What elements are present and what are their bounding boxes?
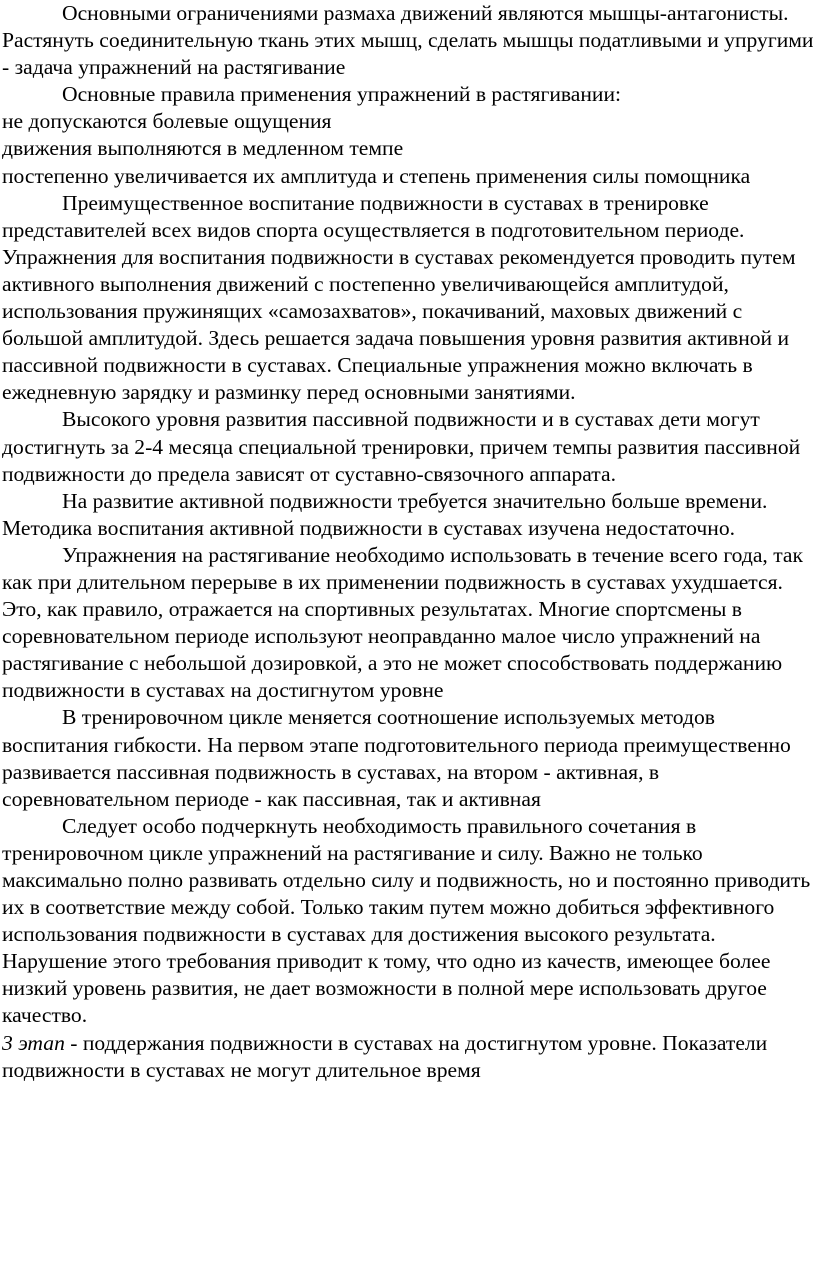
paragraph-passive-mobility-children: Высокого уровня развития пассивной подвижности и в суставах дети могут достигнуть за 2-4 месяца специальной тренировки, причем темпы развития пассивной подвижности до предела зависят от суставно-связочного аппарата.	[2, 407, 801, 486]
paragraph-stage-3	[2, 1030, 814, 1084]
paragraph-muscle-antagonists: Основными ограничениями размаха движений являются мышцы-антагонисты. Растянуть соединительную ткань этих мышц, сделать мышцы податливыми и упругими - задача упражнений на растягивание	[2, 1, 814, 80]
paragraph-training-cycle-methods: В тренировочном цикле меняется соотношение используемых методов воспитания гибкости. На первом этапе подготовительного периода преимущественно развивается пассивная подвижность в суставах, на втором - активная, в соревновательном периоде - как пассивная, так и активная	[2, 705, 791, 811]
rule-slow-tempo: движения выполняются в медленном темпе	[2, 136, 404, 161]
rule-no-pain: не допускаются болевые ощущения	[2, 109, 332, 134]
paragraph-year-round-stretching: Упражнения на растягивание необходимо использовать в течение всего года, так как при длительном перерыве в их применении подвижность в суставах ухудшается. Это, как правило, отражается на спортивных результатах. Многие спортсмены в соревновательном периоде используют неоправданно малое число упражнений на растягивание с небольшой дозировкой, а это не может способствовать поддержанию подвижности в суставах на достигнутом уровне	[2, 542, 803, 703]
stage-3-label: 3 этап	[2, 1030, 65, 1055]
paragraph-rules-heading: Основные правила применения упражнений в растягивании:	[62, 82, 622, 107]
paragraph-strength-and-stretching: Следует особо подчеркнуть необходимость правильного сочетания в тренировочном цикле упражнений на растягивание и силу. Важно не только максимально полно развивать отдельно силу и подвижность, но и постоянно приводить их в соответствие между собой. Только таким путем можно добиться эффективного использования подвижности в суставах для достижения высокого результата. Нарушение этого требования приводит к тому, что одно из качеств, имеющее более низкий уровень развития, не дает возможности в полной мере использовать другое качество.	[2, 813, 811, 1028]
paragraph-preparatory-period: Преимущественное воспитание подвижности в суставах в тренировке представителей всех видов спорта осуществляется в подготовительном периоде. Упражнения для воспитания подвижности в суставах рекомендуется проводить путем активного выполнения движений с постепенно увеличивающейся амплитудой, использования пружинящих «самозахватов», покачиваний, маховых движений с большой амплитудой. Здесь решается задача повышения уровня развития активной и пассивной подвижности в суставах. Специальные упражнения можно включать в ежедневную зарядку и разминку перед основными занятиями.	[2, 190, 796, 405]
rule-gradual-amplitude: постепенно увеличивается их амплитуда и степень применения силы помощника	[2, 163, 751, 188]
stage-3-text: - поддержания подвижности в суставах на достигнутом уровне. Показатели подвижности в суставах не могут длительное время	[2, 1030, 768, 1082]
paragraph-active-mobility: На развитие активной подвижности требуется значительно больше времени. Методика воспитания активной подвижности в суставах изучена недостаточно.	[2, 488, 768, 540]
document-page	[2, 0, 814, 1084]
